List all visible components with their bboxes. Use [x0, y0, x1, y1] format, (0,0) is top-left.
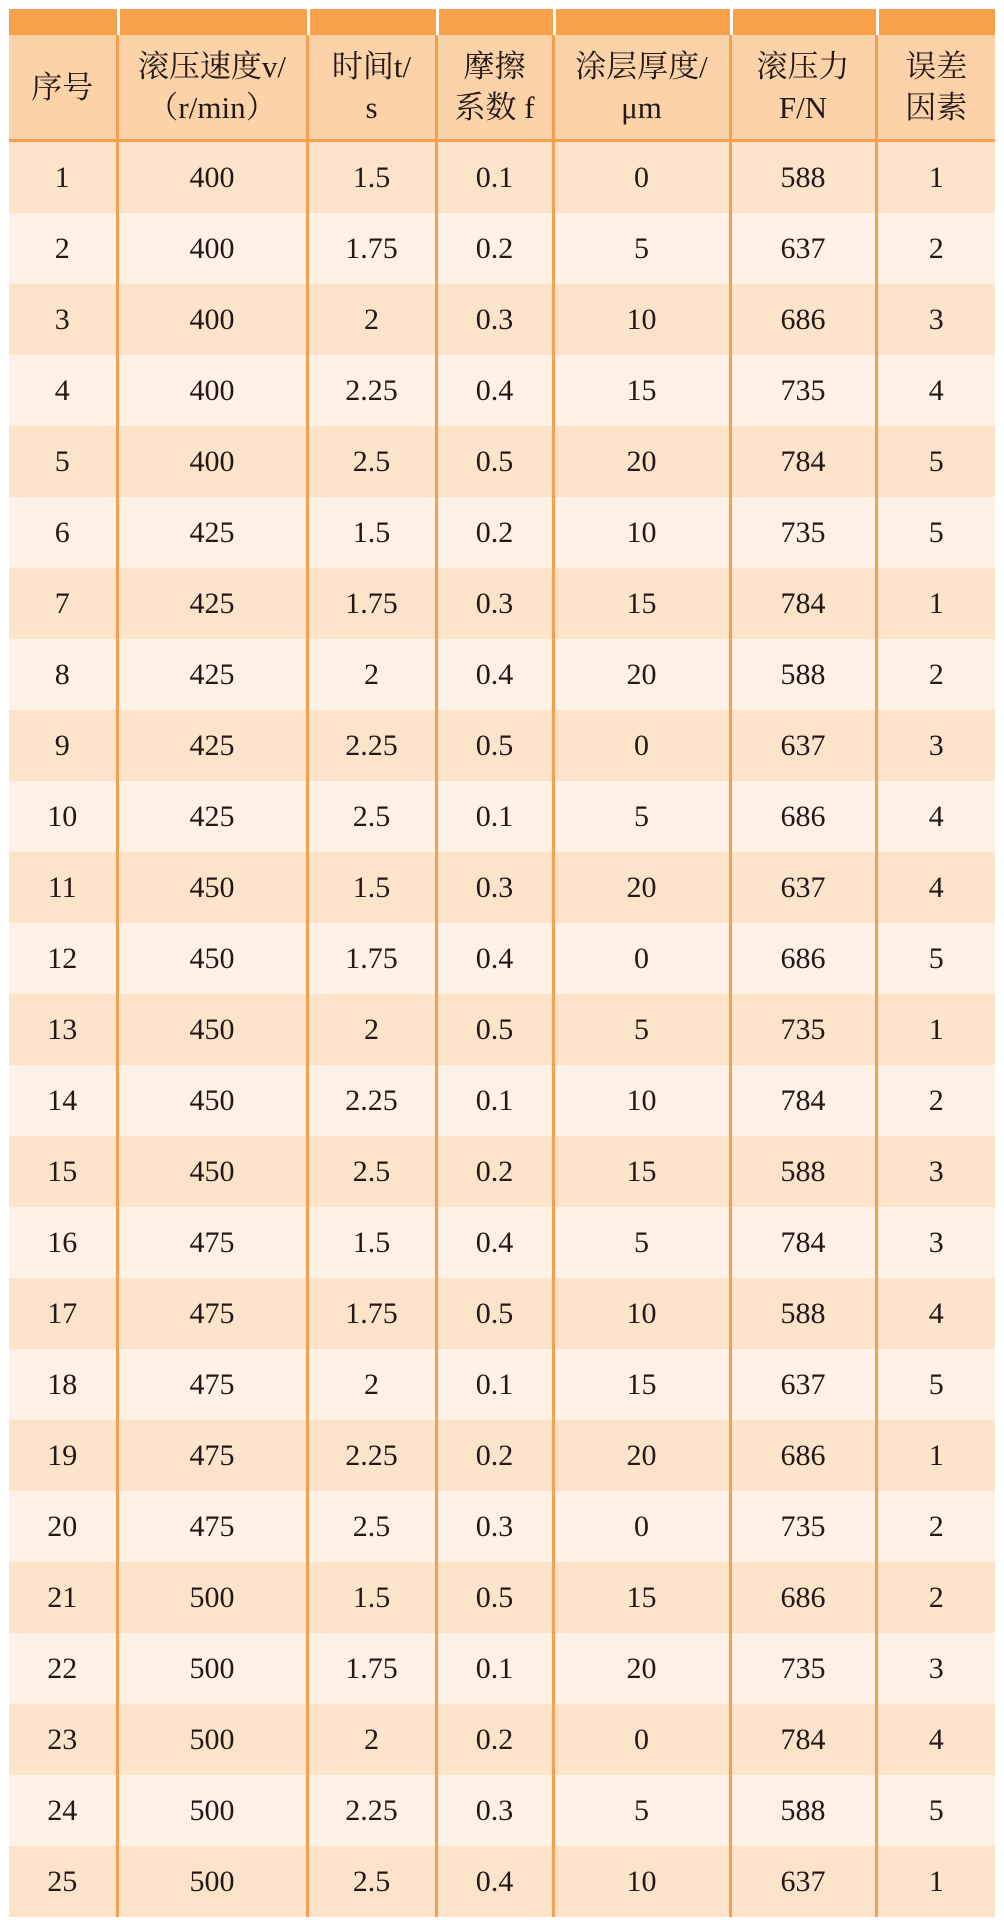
table-cell: 2 — [876, 1065, 995, 1136]
table-cell: 0.2 — [436, 1136, 553, 1207]
column-header — [730, 35, 876, 141]
table-cell: 637 — [730, 1349, 876, 1420]
top-bar-segment — [876, 9, 995, 35]
table-cell: 4 — [876, 852, 995, 923]
table-row — [9, 284, 995, 355]
column-header — [117, 35, 307, 141]
table-cell: 686 — [730, 781, 876, 852]
table-cell: 637 — [730, 852, 876, 923]
table-body — [9, 141, 995, 1918]
table-cell: 0.1 — [436, 1065, 553, 1136]
table-cell: 784 — [730, 568, 876, 639]
table-cell: 500 — [117, 1562, 307, 1633]
table-cell: 6 — [9, 497, 117, 568]
table-row — [9, 923, 995, 994]
column-header — [9, 35, 117, 141]
table-cell: 5 — [876, 923, 995, 994]
table-cell: 4 — [876, 355, 995, 426]
table-cell: 450 — [117, 1136, 307, 1207]
table-cell: 0.4 — [436, 639, 553, 710]
table-cell: 2 — [9, 213, 117, 284]
table-cell: 5 — [553, 213, 730, 284]
table-cell: 0.1 — [436, 1633, 553, 1704]
table-cell: 588 — [730, 639, 876, 710]
table-cell: 0.4 — [436, 1846, 553, 1917]
table-cell: 4 — [9, 355, 117, 426]
column-header-line2: （r/min） — [147, 90, 277, 125]
table-row — [9, 852, 995, 923]
table-cell: 20 — [553, 426, 730, 497]
table-cell: 5 — [876, 1349, 995, 1420]
table-cell: 10 — [9, 781, 117, 852]
table-cell: 0 — [553, 923, 730, 994]
table-cell: 5 — [553, 994, 730, 1065]
table-cell: 2.25 — [307, 1775, 436, 1846]
table-cell: 588 — [730, 141, 876, 214]
table-row — [9, 1775, 995, 1846]
table-cell: 1.5 — [307, 852, 436, 923]
top-bar-segment — [553, 9, 730, 35]
table-cell: 20 — [553, 1633, 730, 1704]
table-cell: 4 — [876, 1704, 995, 1775]
table-cell: 15 — [553, 568, 730, 639]
table-cell: 1.75 — [307, 1278, 436, 1349]
table-cell: 2.25 — [307, 1420, 436, 1491]
table-cell: 2.5 — [307, 1491, 436, 1562]
table-cell: 686 — [730, 1420, 876, 1491]
table-cell: 686 — [730, 923, 876, 994]
table-cell: 686 — [730, 1562, 876, 1633]
table-cell: 1.75 — [307, 568, 436, 639]
table-cell: 20 — [9, 1491, 117, 1562]
table-cell: 11 — [9, 852, 117, 923]
table-cell: 7 — [9, 568, 117, 639]
column-header-line2: F/N — [778, 90, 828, 125]
table-cell: 637 — [730, 710, 876, 781]
table-cell: 400 — [117, 355, 307, 426]
table-cell: 0.5 — [436, 994, 553, 1065]
column-header — [876, 35, 995, 141]
table-cell: 784 — [730, 426, 876, 497]
column-header-line1: 滚压速度v/ — [137, 49, 287, 84]
table-cell: 425 — [117, 781, 307, 852]
table-cell: 2.5 — [307, 1846, 436, 1917]
table-row — [9, 710, 995, 781]
column-header — [553, 35, 730, 141]
table-cell: 0.2 — [436, 497, 553, 568]
table-cell: 400 — [117, 284, 307, 355]
column-header-line1: 时间t/ — [331, 49, 412, 84]
column-header — [436, 35, 553, 141]
data-table-container — [9, 9, 995, 1917]
table-cell: 0.2 — [436, 213, 553, 284]
table-cell: 0.1 — [436, 141, 553, 214]
table-cell: 735 — [730, 497, 876, 568]
table-cell: 16 — [9, 1207, 117, 1278]
table-cell: 500 — [117, 1775, 307, 1846]
table-cell: 21 — [9, 1562, 117, 1633]
table-cell: 500 — [117, 1704, 307, 1775]
table-cell: 15 — [553, 1349, 730, 1420]
table-cell: 637 — [730, 1846, 876, 1917]
table-cell: 475 — [117, 1491, 307, 1562]
table-cell: 0.4 — [436, 1207, 553, 1278]
table-top-bar — [9, 9, 995, 35]
table-cell: 686 — [730, 284, 876, 355]
table-cell: 2 — [876, 1491, 995, 1562]
table-cell: 735 — [730, 1633, 876, 1704]
table-cell: 1 — [9, 141, 117, 214]
table-row — [9, 1562, 995, 1633]
table-cell: 0.4 — [436, 923, 553, 994]
table-cell: 0.1 — [436, 1349, 553, 1420]
table-cell: 14 — [9, 1065, 117, 1136]
column-header-line2: s — [365, 90, 378, 125]
table-cell: 19 — [9, 1420, 117, 1491]
table-cell: 17 — [9, 1278, 117, 1349]
table-row — [9, 781, 995, 852]
table-cell: 1.5 — [307, 1562, 436, 1633]
table-cell: 0.4 — [436, 355, 553, 426]
column-header-line1: 涂层厚度/ — [575, 49, 708, 84]
table-cell: 784 — [730, 1704, 876, 1775]
table-cell: 0.3 — [436, 1775, 553, 1846]
table-cell: 4 — [876, 781, 995, 852]
table-cell: 20 — [553, 852, 730, 923]
table-cell: 735 — [730, 355, 876, 426]
table-row — [9, 355, 995, 426]
table-row — [9, 1846, 995, 1917]
table-cell: 2 — [307, 994, 436, 1065]
column-header-line1: 序号 — [31, 69, 94, 105]
table-cell: 15 — [553, 355, 730, 426]
table-cell: 588 — [730, 1775, 876, 1846]
table-cell: 1 — [876, 141, 995, 214]
table-cell: 12 — [9, 923, 117, 994]
table-cell: 5 — [9, 426, 117, 497]
table-cell: 450 — [117, 994, 307, 1065]
table-cell: 475 — [117, 1420, 307, 1491]
table-cell: 0.5 — [436, 1562, 553, 1633]
table-cell: 10 — [553, 284, 730, 355]
table-cell: 1 — [876, 1846, 995, 1917]
table-cell: 588 — [730, 1278, 876, 1349]
table-cell: 425 — [117, 568, 307, 639]
table-cell: 0.2 — [436, 1704, 553, 1775]
table-cell: 0 — [553, 141, 730, 214]
table-cell: 784 — [730, 1207, 876, 1278]
table-cell: 3 — [9, 284, 117, 355]
column-header-line1: 摩擦 — [463, 49, 526, 84]
table-cell: 425 — [117, 639, 307, 710]
table-row — [9, 1349, 995, 1420]
table-cell: 0.3 — [436, 284, 553, 355]
table-cell: 5 — [553, 781, 730, 852]
table-row — [9, 639, 995, 710]
table-cell: 5 — [876, 497, 995, 568]
table-cell: 3 — [876, 1207, 995, 1278]
table-cell: 20 — [553, 1420, 730, 1491]
table-cell: 25 — [9, 1846, 117, 1917]
table-cell: 0 — [553, 1491, 730, 1562]
table-cell: 0.5 — [436, 710, 553, 781]
table-cell: 400 — [117, 141, 307, 214]
column-header-line2: 因素 — [905, 90, 968, 125]
table-cell: 2 — [876, 213, 995, 284]
table-cell: 15 — [553, 1562, 730, 1633]
table-cell: 1.5 — [307, 1207, 436, 1278]
table-cell: 425 — [117, 497, 307, 568]
table-cell: 3 — [876, 710, 995, 781]
top-bar-segment — [9, 9, 117, 35]
table-cell: 4 — [876, 1278, 995, 1349]
table-cell: 2 — [307, 1349, 436, 1420]
table-row — [9, 213, 995, 284]
column-header-line1: 误差 — [905, 49, 968, 84]
table-cell: 588 — [730, 1136, 876, 1207]
table-cell: 2 — [307, 1704, 436, 1775]
table-cell: 0.2 — [436, 1420, 553, 1491]
table-cell: 1.75 — [307, 213, 436, 284]
table-cell: 500 — [117, 1633, 307, 1704]
table-cell: 2.5 — [307, 426, 436, 497]
table-cell: 1 — [876, 568, 995, 639]
table-cell: 1 — [876, 994, 995, 1065]
table-cell: 23 — [9, 1704, 117, 1775]
table-cell: 2 — [876, 1562, 995, 1633]
table-cell: 3 — [876, 1136, 995, 1207]
top-bar-segment — [307, 9, 436, 35]
top-bar-segment — [117, 9, 307, 35]
table-cell: 450 — [117, 923, 307, 994]
table-cell: 500 — [117, 1846, 307, 1917]
table-cell: 18 — [9, 1349, 117, 1420]
table-cell: 0 — [553, 710, 730, 781]
table-cell: 10 — [553, 497, 730, 568]
table-row — [9, 141, 995, 214]
table-cell: 475 — [117, 1207, 307, 1278]
table-cell: 10 — [553, 1065, 730, 1136]
table-cell: 0.5 — [436, 1278, 553, 1349]
top-bar-segment — [436, 9, 553, 35]
table-cell: 0.1 — [436, 781, 553, 852]
table-cell: 5 — [876, 426, 995, 497]
table-cell: 5 — [876, 1775, 995, 1846]
table-cell: 475 — [117, 1349, 307, 1420]
table-cell: 15 — [553, 1136, 730, 1207]
top-bar-segment — [730, 9, 876, 35]
table-cell: 1.5 — [307, 141, 436, 214]
table-row — [9, 1420, 995, 1491]
data-table — [9, 35, 995, 1917]
table-cell: 13 — [9, 994, 117, 1065]
table-cell: 9 — [9, 710, 117, 781]
table-cell: 10 — [553, 1278, 730, 1349]
table-cell: 450 — [117, 1065, 307, 1136]
table-cell: 2 — [876, 639, 995, 710]
table-cell: 2.25 — [307, 355, 436, 426]
table-cell: 2 — [307, 284, 436, 355]
table-header — [9, 35, 995, 141]
table-cell: 400 — [117, 213, 307, 284]
table-cell: 22 — [9, 1633, 117, 1704]
table-cell: 450 — [117, 852, 307, 923]
table-row — [9, 1065, 995, 1136]
table-cell: 2.5 — [307, 1136, 436, 1207]
table-cell: 735 — [730, 1491, 876, 1562]
table-row — [9, 568, 995, 639]
table-cell: 0 — [553, 1704, 730, 1775]
table-cell: 5 — [553, 1207, 730, 1278]
table-row — [9, 994, 995, 1065]
table-row — [9, 1491, 995, 1562]
table-cell: 1.5 — [307, 497, 436, 568]
table-row — [9, 497, 995, 568]
table-cell: 3 — [876, 284, 995, 355]
table-cell: 0.3 — [436, 568, 553, 639]
table-cell: 2.25 — [307, 1065, 436, 1136]
table-cell: 5 — [553, 1775, 730, 1846]
table-cell: 1.75 — [307, 1633, 436, 1704]
table-cell: 784 — [730, 1065, 876, 1136]
table-cell: 1.75 — [307, 923, 436, 994]
table-cell: 400 — [117, 426, 307, 497]
table-cell: 8 — [9, 639, 117, 710]
table-cell: 20 — [553, 639, 730, 710]
table-row — [9, 1136, 995, 1207]
table-cell: 2.25 — [307, 710, 436, 781]
table-cell: 10 — [553, 1846, 730, 1917]
table-cell: 637 — [730, 213, 876, 284]
table-cell: 3 — [876, 1633, 995, 1704]
column-header — [307, 35, 436, 141]
table-row — [9, 1278, 995, 1349]
table-cell: 735 — [730, 994, 876, 1065]
table-cell: 0.5 — [436, 426, 553, 497]
column-header-line2: 系数 f — [454, 90, 535, 125]
table-cell: 425 — [117, 710, 307, 781]
table-row — [9, 1207, 995, 1278]
table-cell: 0.3 — [436, 852, 553, 923]
table-cell: 2 — [307, 639, 436, 710]
table-cell: 1 — [876, 1420, 995, 1491]
table-cell: 475 — [117, 1278, 307, 1349]
table-row — [9, 426, 995, 497]
table-row — [9, 1704, 995, 1775]
table-cell: 24 — [9, 1775, 117, 1846]
column-header-line1: 滚压力 — [756, 49, 850, 84]
column-header-line2: μm — [621, 90, 662, 125]
table-cell: 15 — [9, 1136, 117, 1207]
header-row — [9, 35, 995, 141]
table-row — [9, 1633, 995, 1704]
table-cell: 0.3 — [436, 1491, 553, 1562]
table-cell: 2.5 — [307, 781, 436, 852]
